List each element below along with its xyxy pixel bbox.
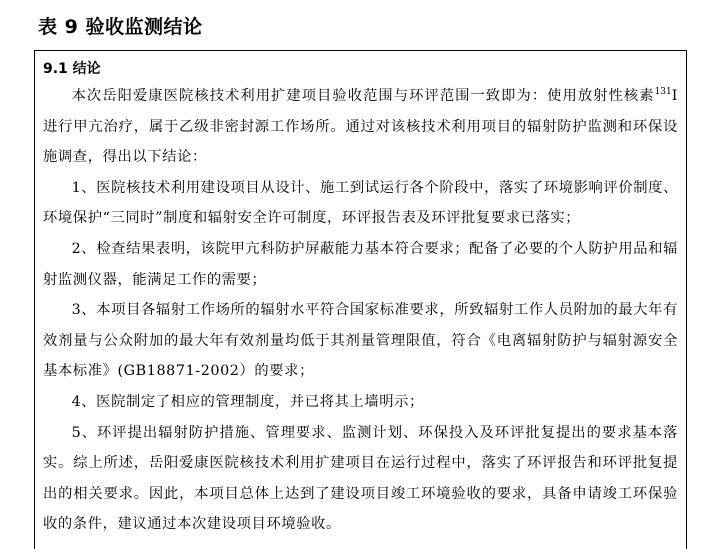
isotope-mass-number: 131 bbox=[654, 87, 672, 97]
conclusion-item-4: 4、医院制定了相应的管理制度，并已将其上墙明示； bbox=[71, 393, 424, 410]
conclusion-item-1: 1、医院核技术利用建设项目从设计、施工到试运行各个阶段中，落实了环境影响评价制度、环境保护“三同时”制度和辐射安全许可制度，环评报告表及环评批复要求已落实； bbox=[43, 179, 678, 227]
conclusion-item-5: 5、环评提出辐射防护措施、管理要求、监测计划、环保投入及环评批复提出的要求基本落实。综上所述，岳阳爱康医院核技术利用扩建项目在运行过程中，落实了环评报告和环评批复提出的相关要求。因此，本项目总体上达到了建设项目竣工环境验收的要求，具备申请竣工环保验收的条件，建议通过本次建设项目环境验收。 bbox=[43, 424, 678, 533]
section-heading: 9.1 结论 bbox=[43, 61, 101, 77]
table-title: 表 9 验收监测结论 bbox=[38, 16, 203, 38]
intro-text-start: 本次岳阳爱康医院核技术利用扩建项目验收范围与环评范围一致即为：使用放射性核素 bbox=[71, 88, 655, 104]
conclusion-item-3: 3、本项目各辐射工作场所的辐射水平符合国家标准要求，所致辐射工作人员附加的最大年有效剂量与公众附加的最大年有效剂量均低于其剂量管理限值，符合《电离辐射防护与辐射源安全基本标准》(GB18871-2002）的要求； bbox=[43, 302, 678, 380]
intro-text-end: I 进行甲亢治疗，属于乙级非密封源工作场所。通过对该核技术利用项目的辐射防护监测和环保设施调查，得出以下结论： bbox=[43, 88, 678, 166]
conclusion-box bbox=[34, 50, 687, 549]
conclusion-item-2: 2、检查结果表明，该院甲亢科防护屏蔽能力基本符合要求；配备了必要的个人防护用品和辐射监测仪器，能满足工作的需要； bbox=[43, 240, 678, 288]
intro-paragraph bbox=[43, 81, 678, 173]
